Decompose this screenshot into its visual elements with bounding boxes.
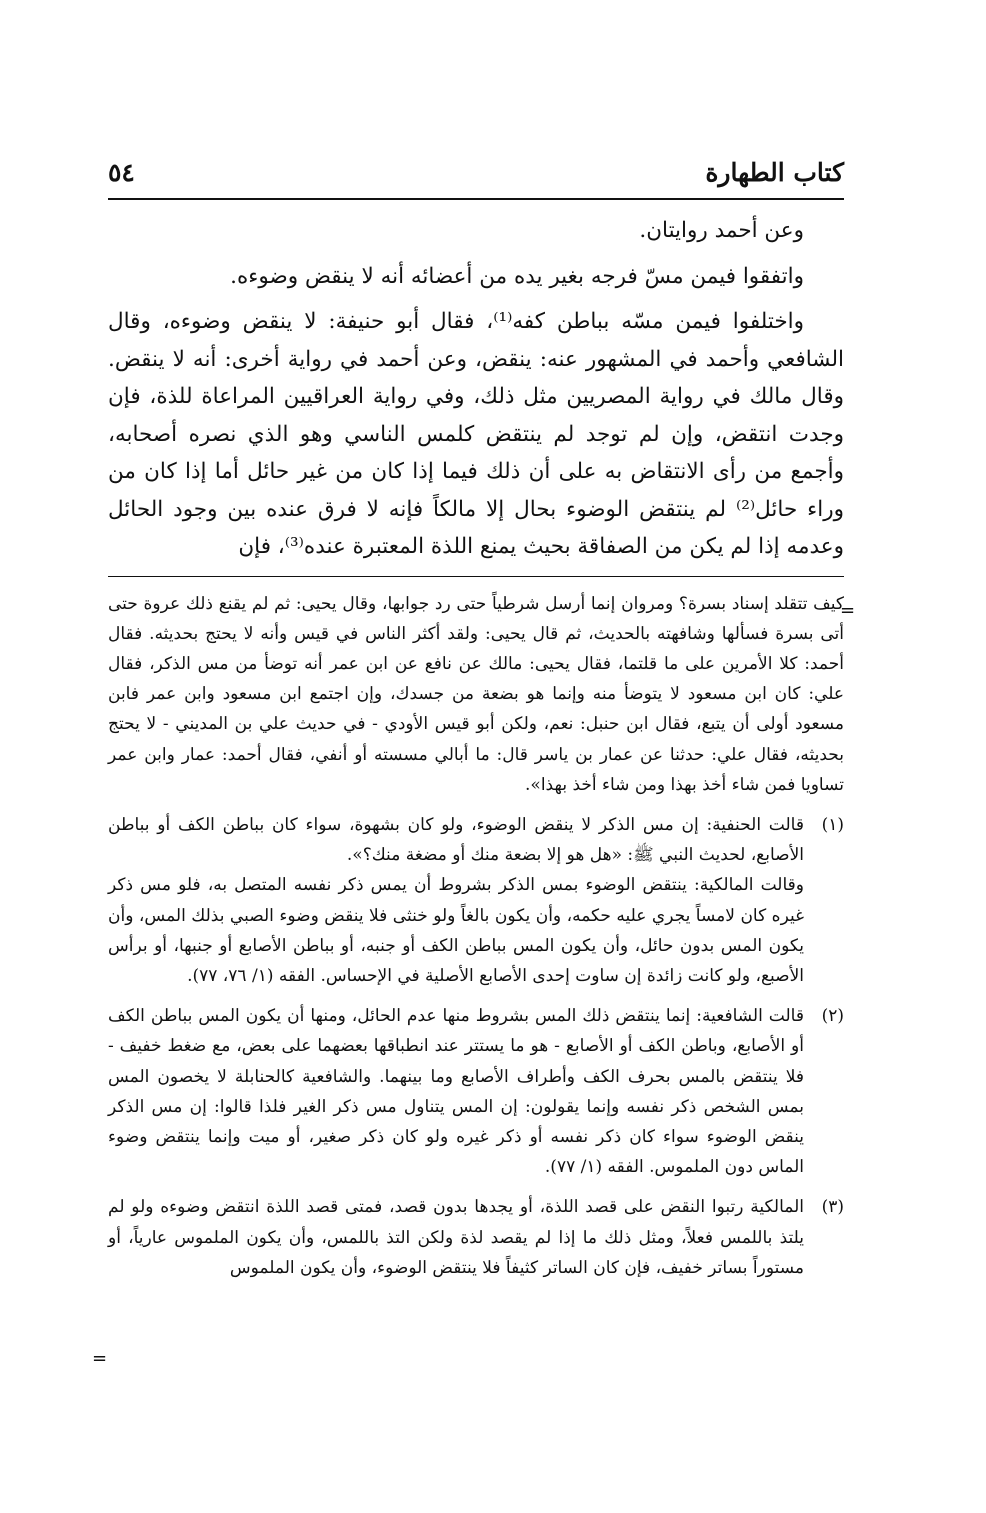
footnote-3 [108, 1192, 844, 1283]
footnote-subtext: وقالت المالكية: ينتقض الوضوء بمس الذكر بشروط أن يمس ذكر نفسه المتصل به، فلو مس ذكر غيره كان لامساً يجري عليه حكمه، وأن يكون بالغاً ولو خنثى فلا ينقض وضوء الصبي بذلك المس، وأن يكون المس بدون حائل، وأن يكون المس بباطن الكف أو جنبه، أو بباطن الأصابع أو جنبها، أو برأس الأصبع، ولو كانت زائدة إن ساوت إحدى الأصابع الأصلية في الإحساس. الفقه (١/ ٧٦، ٧٧). [108, 875, 804, 986]
footnote-2 [108, 1001, 844, 1182]
footnote-text: المالكية رتبوا النقض على قصد اللذة، أو يجدها بدون قصد، فمتى قصد اللذة انتقض وضوءه ولو لم يلتذ باللمس فعلاً، ومثل ذلك ما إذا لم يقصد لذة ولكن التذ باللمس، وأن يكون الملموس عارياً، أو مستوراً بساتر خفيف، فإن كان الساتر كثيفاً فلا ينتقض الوضوء، وأن يكون الملموس [108, 1197, 804, 1278]
footnote-text: قالت الشافعية: إنما ينتقض ذلك المس بشروط منها عدم الحائل، ومنها أن يكون المس بباطن الكف أو الأصابع، وباطن الكف أو الأصابع - هو ما يستتر عند انطباقها بعضهما على بعض، مع ضغط خفيف - فلا ينتقض بالمس بحرف الكف وأطراف الأصابع وما بينهما. والشافعية كالحنابلة لا يخصون المس بمس الشخص ذكر نفسه وإنما يقولون: إن المس يتناول مس ذكر الغير فلذا قالوا: إن مس الذكر ينقض الوضوء سواء كان ذكر نفسه أو ذكر غيره ولو كان ذكر صغير، أو ميت وإنما ينتقض وضوء الماس دون الملموس. الفقه (١/ ٧٧). [108, 1006, 804, 1178]
footnote-text: قالت الحنفية: إن مس الذكر لا ينقض الوضوء، ولو كان بشهوة، سواء كان بباطن الكف أو بباطن الأصابع، لحديث النبي ﷺ: «هل هو إلا بضعة منك أو مضغة منك؟». [108, 814, 804, 866]
footnote-1 [108, 810, 844, 991]
footnotes [108, 589, 844, 1283]
footnote-number: (١) [821, 814, 844, 835]
footnote-separator [108, 576, 844, 577]
page [108, 150, 844, 1293]
paragraph-1: وعن أحمد روايتان. [639, 218, 804, 243]
main-text [108, 212, 844, 566]
footnote-continuation-mark: = [840, 600, 856, 621]
footnote-number: (٢) [821, 1006, 844, 1027]
footnote-trailing-mark: = [92, 1348, 108, 1369]
paragraph-2: واتفقوا فيمن مسّ فرجه بغير يده من أعضائه أنه لا ينقض وضوءه. [230, 263, 804, 289]
footnote-number: (٣) [821, 1197, 844, 1218]
page-header [108, 150, 844, 200]
paragraph-3: واختلفوا فيمن مسّه بباطن كفه⁽¹⁾، فقال أبو حنيفة: لا ينقض وضوءه، وقال الشافعي وأحمد في المشهور عنه: ينقض، وعن أحمد في رواية أخرى: أنه لا ينقض. وقال مالك في رواية المصريين مثل ذلك، وفي رواية العراقيين المراعاة للذة، فإن وجدت انتقض، وإن لم توجد لم ينتقض كلمس الناسي وهو الذي نصره أصحابه، وأجمع من رأى الانتقاض به على أن ذلك فيما إذا كان من غير حائل أما إذا كان من وراء حائل⁽²⁾ لم ينتقض الوضوء بحال إلا مالكاً فإنه لا فرق عنده بين وجود الحائل وعدمه إذا لم يكن من الصفاقة بحيث يمنع اللذة المعتبرة عنده⁽³⁾، فإن [108, 309, 845, 559]
page-number: ٥٤ [108, 158, 135, 187]
footnote-continuation: كيف تتقلد إسناد بسرة؟ ومروان إنما أرسل شرطياً حتى رد جوابها، وقال يحيى: ثم لم يقنع ذلك عروة حتى أتى بسرة فسألها وشافهته بالحديث، ثم قال يحيى: ولقد أكثر الناس في قيس وأنه لا يحتج بحديثه. فقال أحمد: كلا الأمرين على ما قلتما، فقال يحيى: مالك عن نافع عن ابن عمر أنه توضأ من مس الذكر، فقال علي: كان ابن مسعود لا يتوضأ منه وإنما هو بضعة من جسدك، وإن اجتمع ابن مسعود وابن عمر فابن مسعود أولى أن يتبع، فقال ابن حنبل: نعم، ولكن أبو قيس الأودي - في حديث علي بن المديني - لا يحتج بحديثه، فقال علي: حدثنا عن عمار بن ياسر قال: ما أبالي مسسته أو أنفي، فقال أحمد: عمار وابن عمر تساويا فمن شاء أخذ بهذا ومن شاء أخذ بهذا». [108, 593, 844, 795]
running-title: كتاب الطهارة [705, 158, 844, 187]
